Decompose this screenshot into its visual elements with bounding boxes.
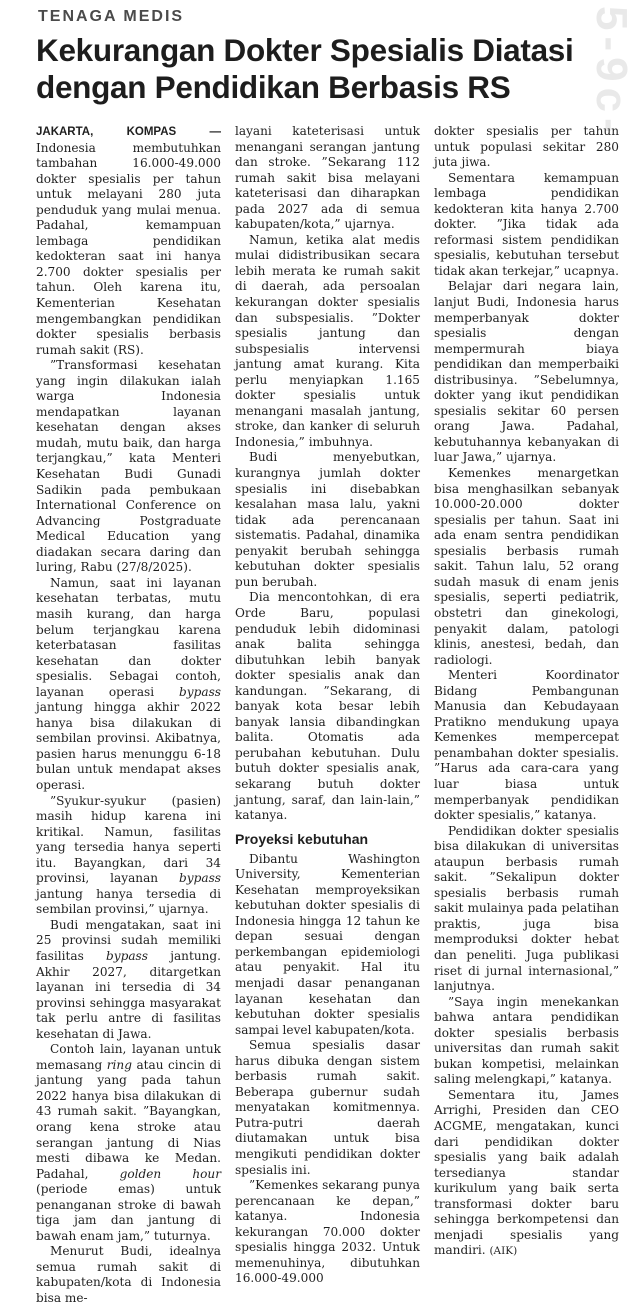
watermark-text: 5-9c- [587,6,636,139]
paragraph: dokter spesialis per tahun untuk populasi sekitar 280 juta jiwa. [434,124,619,170]
paragraph: Menteri Koordinator Bidang Pembangunan Manusia dan Kebudayaan Pratikno mendukung upaya Kemenkes mempercepat penambahan dokter spesialis. ”Harus ada cara-cara yang luar biasa untuk memperbanyak pendidikan dokter spesialis,” katanya. [434,668,619,823]
section-rubric: TENAGA MEDIS [38,8,185,25]
paragraph: ”Saya ingin menekankan bahwa antara pendidikan dokter spesialis berbasis universitas dan rumah sakit bukan kompetisi, melainkan saling melengkapi,” katanya. [434,994,619,1087]
paragraph: JAKARTA, KOMPAS — Indonesia membutuhkan tambahan 16.000-49.000 dokter spesialis per tahun untuk melayani 280 juta penduduk yang mulai menua. Padahal, kemampuan lembaga pendidikan kedokteran saat ini hanya 2.700 dokter spesialis per tahun. Oleh karena itu, Kementerian Kesehatan mengembangkan pendidikan dokter spesialis berbasis rumah sakit (RS). [36,126,221,357]
subheading: Proyeksi kebutuhan [235,830,369,847]
column-3 [434,124,619,1258]
paragraph: layani kateterisasi untuk menangani serangan jantung dan stroke. ”Sekarang 112 rumah sakit bisa melayani kateterisasi dan diharapkan pada 2027 ada di semua kabupaten/kota,” ujarnya. [235,124,420,232]
article-body [36,124,620,1306]
column-1 [36,124,221,1306]
headline-line-1: Kekurangan Dokter Spesialis Diatasi [36,32,574,68]
paragraph: Contoh lain, layanan untuk memasang ring atau cincin di jantung yang pada tahun 2022 hanya bisa dilakukan di 43 rumah sakit. ”Bayangkan, orang kena stroke atau serangan jantung di Nias mesti dibawa ke Medan. Padahal, golden hour (periode emas) untuk penanganan stroke di bawah tiga jam dan jantung di bawah enam jam,” tuturnya. [36,1042,221,1243]
paragraph: Dia mencontohkan, di era Orde Baru, populasi penduduk lebih didominasi anak balita sehingga dibutuhkan lebih banyak dokter spesialis anak dan kandungan. ”Sekarang, di banyak kota besar lebih banyak lansia dibandingkan balita. Otomatis ada perubahan kebutuhan. Dulu butuh dokter spesialis anak, sekarang butuh dokter jantung, saraf, dan lain-lain,” katanya. [235,590,420,823]
paragraph: ”Kemenkes sekarang punya perencanaan ke depan,” katanya. Indonesia kekurangan 70.000 dokter spesialis hingga 2032. Untuk memenuhinya, dibutuhkan 16.000-49.000 [235,1178,420,1286]
paragraph: Namun, ketika alat medis mulai didistribusikan secara lebih merata ke rumah sakit di daerah, ada persoalan kekurangan dokter spesialis dan subspesialis. ”Dokter spesialis jantung dan subspesialis intervensi jantung amat kurang. Kita perlu menyiapkan 1.165 dokter spesialis untuk menangani masalah jantung, stroke, dan kanker di seluruh Indonesia,” imbuhnya. [235,232,420,449]
paragraph: Namun, saat ini layanan kesehatan terbatas, mutu masih kurang, dan harga belum terjangkau karena keterbatasan fasilitas kesehatan dan dokter spesialis. Sebagai contoh, layanan operasi bypass jantung hingga akhir 2022 hanya bisa dilakukan di sembilan provinsi. Akibatnya, pasien harus menunggu 6-18 bulan untuk mendapat akses operasi. [36,575,221,792]
paragraph: Sementara kemampuan lembaga pendidikan kedokteran kita hanya 2.700 dokter. ”Jika tidak ada reformasi sistem pendidikan spesialis, kebutuhan tersebut tidak akan terkejar,” ucapnya. [434,170,619,278]
column-2 [235,124,420,1286]
paragraph: ”Syukur-syukur (pasien) masih hidup karena ini kritikal. Namun, fasilitas yang tersedia hanya seperti itu. Bayangkan, dari 34 provinsi, layanan bypass jantung hanya tersedia di sembilan provinsi,” ujarnya. [36,793,221,917]
paragraph: Menurut Budi, idealnya semua rumah sakit di kabupaten/kota di Indonesia bisa me- [36,1244,221,1306]
author-credit: (AIK) [489,1245,518,1258]
paragraph: Budi menyebutkan, kurangnya jumlah dokter spesialis ini disebabkan kesalahan masa lalu, yakni tidak ada perencanaan sistematis. Padahal, dinamika penyakit berubah sehingga kebutuhan dokter spesialis pun berubah. [235,450,420,589]
paragraph: Kemenkes menargetkan bisa menghasilkan sebanyak 10.000-20.000 dokter spesialis per tahun. Saat ini ada enam sentra pendidikan spesialis berbasis rumah sakit. Tahun lalu, 52 orang sudah masuk di enam jenis spesialis, seperti pediatrik, obstetri dan ginekologi, penyakit dalam, patologi klinis, anestesi, bedah, dan radiologi. [434,466,619,667]
dateline: JAKARTA, KOMPAS — [36,126,221,138]
headline-line-2: dengan Pendidikan Berbasis RS [36,69,511,105]
paragraph: ”Transformasi kesehatan yang ingin dilakukan ialah warga Indonesia mendapatkan layanan kesehatan dengan akses mudah, mutu baik, dan harga terjangkau,” kata Menteri Kesehatan Budi Gunadi Sadikin pada pembukaan International Conference on Advancing Postgraduate Medical Education yang diadakan secara daring dan luring, Rabu (27/8/2025). [36,358,221,575]
paragraph: Semua spesialis dasar harus dibuka dengan sistem berbasis rumah sakit. Beberapa gubernur sudah menyatakan komitmennya. Putra-putri daerah diutamakan untuk bisa mengikuti pendidikan dokter spesialis ini. [235,1038,420,1177]
paragraph: Sementara itu, James Arrighi, Presiden dan CEO ACGME, mengatakan, kunci dari pendidikan dokter spesialis yang baik adalah tersedianya standar kurikulum yang baik serta transformasi dokter baru sehingga berkompetensi dan menjadi spesialis yang mandiri. (AIK) [434,1087,619,1258]
paragraph: Belajar dari negara lain, lanjut Budi, Indonesia harus memperbanyak dokter spesialis dengan mempermurah biaya pendidikan dan memperbaiki distribusinya. ”Sebelumnya, dokter yang ikut pendidikan spesialis sekitar 60 persen orang Jawa. Padahal, kebutuhannya kebanyakan di luar Jawa,” ujarnya. [434,279,619,465]
paragraph: Pendidikan dokter spesialis bisa dilakukan di universitas ataupun berbasis rumah sakit. ”Sekalipun dokter spesialis berbasis rumah sakit mulainya pada pelatihan praktis, juga bisa memproduksi dokter hebat dan peneliti. Juga publikasi riset di jurnal internasional,” lanjutnya. [434,823,619,994]
paragraph: Budi mengatakan, saat ini 25 provinsi sudah memiliki fasilitas bypass jantung. Akhir 2027, ditargetkan layanan ini tersedia di 34 provinsi sehingga masyarakat tak perlu antre di fasilitas kesehatan di Jawa. [36,917,221,1041]
paragraph: Dibantu Washington University, Kementerian Kesehatan memproyeksikan kebutuhan dokter spesialis di Indonesia hingga 12 tahun ke depan sesuai dengan perkembangan epidemiologi atau penyakit. Hal itu menjadi dasar penanganan layanan kesehatan dan kebutuhan dokter spesialis sampai level kabupaten/kota. [235,851,420,1037]
article-headline [36,32,596,106]
